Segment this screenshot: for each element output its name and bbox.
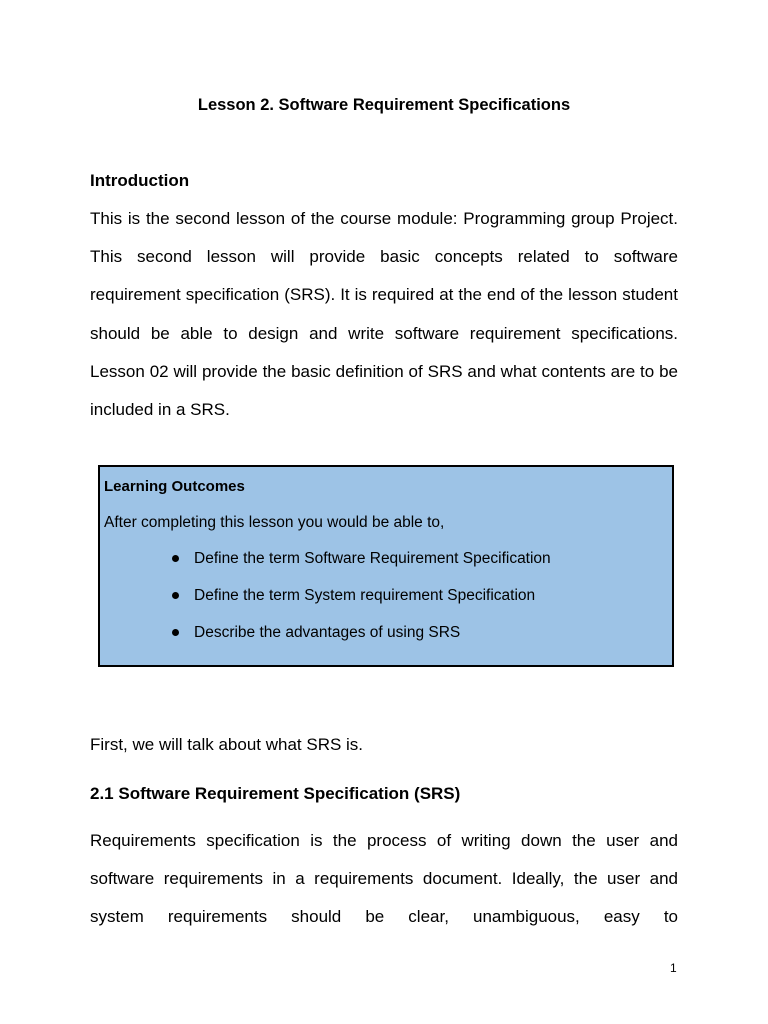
list-item-text: Define the term Software Requirement Specification xyxy=(194,550,551,567)
learning-outcomes-box xyxy=(98,465,674,667)
list-item xyxy=(172,622,668,644)
document-title: Lesson 2. Software Requirement Specifications xyxy=(197,96,571,114)
introduction-paragraph: This is the second lesson of the course module: Programming group Project. This second lesson will provide basic concepts related to software requirement specification (SRS). It is required at the end of the lesson student should be able to design and write software requirement specifications. Lesson 02 will provide the basic definition of SRS and what contents are to be included in a SRS. xyxy=(90,209,678,420)
list-item xyxy=(172,585,668,607)
list-item xyxy=(172,548,668,570)
list-item-text: Describe the advantages of using SRS xyxy=(194,624,461,641)
introduction-heading: Introduction xyxy=(90,171,190,190)
learning-outcomes-heading: Learning Outcomes xyxy=(104,478,245,495)
bullet-icon xyxy=(172,555,179,562)
learning-outcomes-intro: After completing this lesson you would be able to, xyxy=(104,514,445,531)
bullet-icon xyxy=(172,592,179,599)
bullet-icon xyxy=(172,629,179,636)
transition-paragraph: First, we will talk about what SRS is. xyxy=(90,735,364,754)
learning-outcomes-list xyxy=(104,548,668,644)
section-2-1-paragraph: Requirements specification is the process of writing down the user and software requirements in a requirements document. Ideally, the user and system requirements should be clear, unambiguous, easy to xyxy=(90,831,678,927)
section-2-1-heading: 2.1 Software Requirement Specification (SRS) xyxy=(90,784,461,803)
page-number: 1 xyxy=(670,961,677,975)
list-item-text: Define the term System requirement Specification xyxy=(194,587,536,604)
